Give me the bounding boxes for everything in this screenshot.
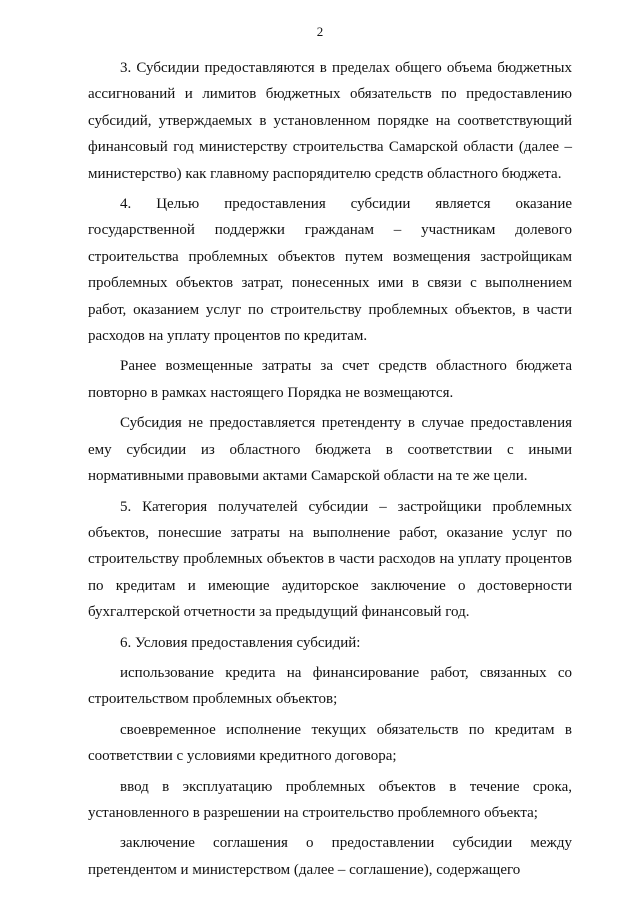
paragraph-no-repeat-reimbursement: Ранее возмещенные затраты за счет средств областного бюджета повторно в рамках настоящего Порядка не возмещаются. (88, 358, 572, 401)
page-number: 2 (316, 24, 324, 39)
condition-agreement: заключение соглашения о предоставлении субсидии между претендентом и министерством (далее – соглашение), содержащего (88, 835, 572, 878)
paragraph-subsidy-not-provided: Субсидия не предоставляется претенденту в случае предоставления ему субсидии из областного бюджета в соответствии с иными нормативными правовыми актами Самарской области на те же цели. (88, 415, 572, 485)
paragraph-5-recipient-category: 5. Категория получателей субсидии – застройщики проблемных объектов, понесшие затраты на выполнение работ, оказание услуг по строительству проблемных объектов в части расходов на уплату процентов по кредитам и имеющие аудиторское заключение о достоверности бухгалтерской отчетности за предыдущий финансовый год. (88, 498, 572, 621)
paragraph-3-subsidies-limits: 3. Субсидии предоставляются в пределах общего объема бюджетных ассигнований и лимитов бюджетных обязательств по предоставлению субсидий, утверждаемых в установленном порядке на соответствующий финансовый год министерству строительства Самарской области (далее – министерство) как главному распорядителю средств областного бюджета. (88, 60, 572, 182)
paragraph-6-conditions-heading: 6. Условия предоставления субсидий: (120, 634, 361, 651)
paragraph-4-subsidy-purpose: 4. Целью предоставления субсидии является оказание государственной поддержки гражданам – участникам долевого строительства проблемных объектов путем возмещения застройщикам проблемных объектов затрат, понесенных ими в связи с выполнением работ, оказанием услуг по строительству проблемных объектов, в части расходов на уплату процентов по кредитам. (88, 196, 572, 345)
condition-commissioning: ввод в эксплуатацию проблемных объектов в течение срока, установленного в разрешении на строительство проблемного объекта; (88, 778, 572, 821)
condition-timely-obligations: своевременное исполнение текущих обязательств по кредитам в соответствии с условиями кредитного договора; (88, 721, 572, 765)
condition-credit-use: использование кредита на финансирование работ, связанных со строительством проблемных объектов; (88, 664, 572, 708)
document-body (88, 55, 572, 887)
